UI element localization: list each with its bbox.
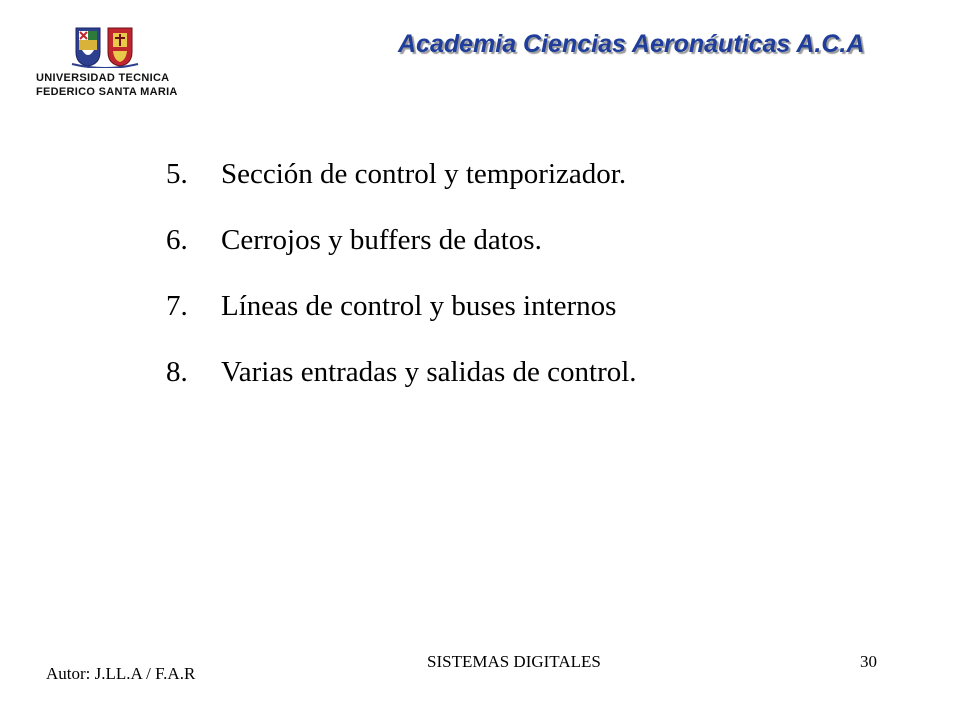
footer-course-title: SISTEMAS DIGITALES [427,652,601,671]
list-item-text: Líneas de control y buses internos [221,290,617,322]
logo-text-line1: UNIVERSIDAD TECNICA [36,72,170,84]
list-item-text: Varias entradas y salidas de control. [221,356,637,388]
list-item-text: Sección de control y temporizador. [221,158,627,190]
footer-author: Autor: J.LL.A / F.A.R [46,664,196,683]
list-item-number: 5. [166,158,188,190]
page-number: 30 [860,652,877,671]
list-item-number: 8. [166,356,188,388]
list-item-text: Cerrojos y buffers de datos. [221,224,542,256]
university-logo [36,26,182,104]
logo-text-line2: FEDERICO SANTA MARIA [36,86,178,98]
list-item-number: 7. [166,290,188,322]
university-crest-icon [70,26,140,68]
list-item-number: 6. [166,224,188,256]
header-title: Academia Ciencias Aeronáuticas A.C.A [398,30,865,58]
